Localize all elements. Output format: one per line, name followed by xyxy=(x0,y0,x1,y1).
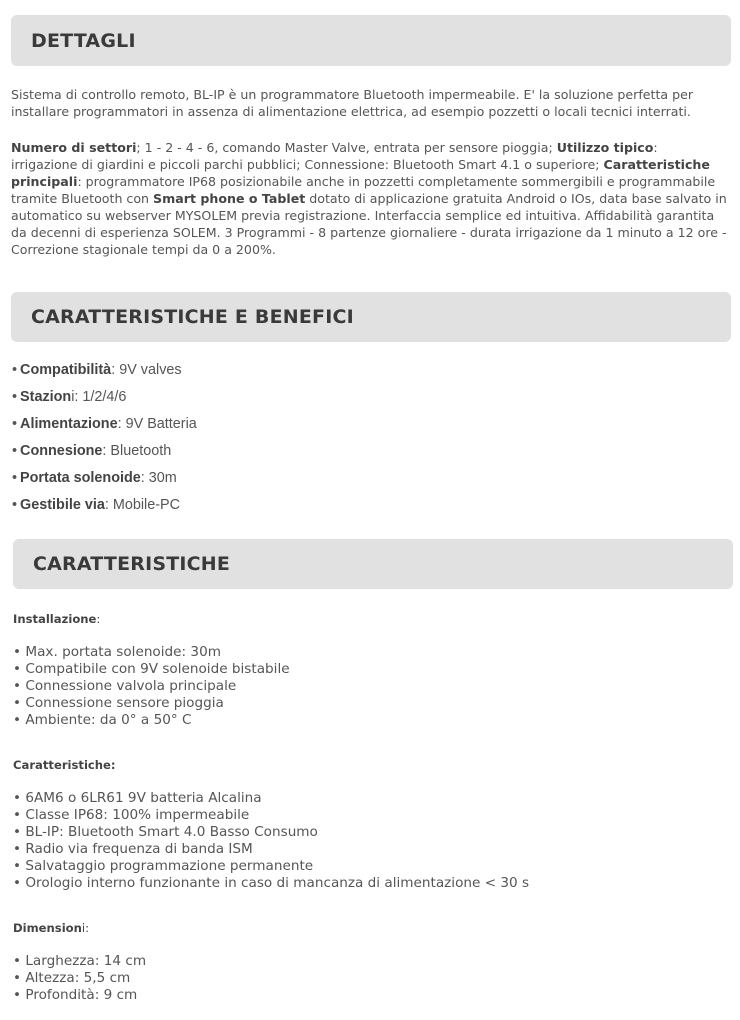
item-value: i: 1/2/4/6 xyxy=(71,389,127,405)
bullet-icon: • xyxy=(13,875,22,891)
list-item xyxy=(13,841,529,858)
subsection-title-installazione xyxy=(13,612,100,626)
caratteristiche-list xyxy=(13,790,529,892)
principali-label: Caratteristiche principali xyxy=(11,157,710,189)
settori-text: ; 1 - 2 - 4 - 6, comando Master Valve, entrata per sensore pioggia; xyxy=(136,140,557,155)
subsection-title-text: Caratteristiche xyxy=(13,758,111,772)
dimensioni-list xyxy=(13,953,146,1004)
intro-paragraph: Sistema di controllo remoto, BL-IP è un programmatore Bluetooth impermeabile. E' la soluzione perfetta per installare programmatori in assenza di alimentazione elettrica, ad esempio pozzetti o locali tecnici interrati. xyxy=(11,87,694,119)
subsection-title-caratteristiche xyxy=(13,758,116,772)
item-text: 6AM6 o 6LR61 9V batteria Alcalina xyxy=(25,790,262,806)
item-value: : 9V Batteria xyxy=(117,416,197,432)
bullet-icon: • xyxy=(13,644,22,660)
item-text: Salvataggio programmazione permanente xyxy=(25,858,314,874)
bullet-icon: • xyxy=(13,695,22,711)
item-text: Altezza: 5,5 cm xyxy=(25,970,131,986)
list-item xyxy=(13,858,529,875)
item-text: Profondità: 9 cm xyxy=(25,987,138,1003)
list-item xyxy=(13,987,146,1004)
bullet-icon: • xyxy=(13,712,22,728)
item-text: Connessione valvola principale xyxy=(25,678,237,694)
item-text: Larghezza: 14 cm xyxy=(25,953,147,969)
section-title-benefici: CARATTERISTICHE E BENEFICI xyxy=(31,306,354,328)
item-text: Compatibile con 9V solenoide bistabile xyxy=(25,661,290,677)
bullet-icon: • xyxy=(12,389,18,405)
bullet-icon: • xyxy=(13,841,22,857)
item-text: Classe IP68: 100% impermeabile xyxy=(25,807,250,823)
list-item xyxy=(13,712,290,729)
item-label: Alimentazione xyxy=(20,416,118,432)
item-value: : Mobile-PC xyxy=(104,497,181,513)
settori-label: Numero di settori xyxy=(11,140,137,155)
section-title-dettagli: DETTAGLI xyxy=(31,29,136,52)
principali-text: : programmatore IP68 posizionabile anche in pozzetti completamente sommergibili e programmabile tramite Bluetooth con xyxy=(11,174,716,206)
item-label: Connesione xyxy=(20,443,103,459)
bullet-icon: • xyxy=(13,970,22,986)
utilizzo-text: : irrigazione di giardini e piccoli parchi pubblici; Connessione: Bluetooth Smart 4.1 o superiore; xyxy=(11,140,658,172)
bullet-icon: • xyxy=(13,678,22,694)
item-value: : Bluetooth xyxy=(102,443,172,459)
bullet-icon: • xyxy=(13,858,22,874)
item-value: : 30m xyxy=(140,470,177,486)
list-item xyxy=(13,790,529,807)
item-value: : 9V valves xyxy=(111,362,182,378)
utilizzo-label: Utilizzo tipico xyxy=(556,140,654,155)
subsection-title-text: Installazione xyxy=(13,612,97,626)
list-item xyxy=(13,824,529,841)
section-header-caratteristiche xyxy=(13,539,733,589)
list-item xyxy=(13,953,146,970)
rest-text: dotato di applicazione gratuita Android o IOs, data base salvato in automatico su webserver MYSOLEM previa registrazione. Interfaccia semplice ed intuitiva. Affidabilità garantita da decenni di esperienza SOLEM. 3 Programmi - 8 partenze giornaliere - durata irrigazione da 1 minuto a 12 ore - Correzione stagionale tempi da 0 a 200%. xyxy=(11,191,727,257)
item-text: Orologio interno funzionante in caso di mancanza di alimentazione < 30 s xyxy=(25,875,530,891)
item-text: Ambiente: da 0° a 50° C xyxy=(25,712,192,728)
bullet-icon: • xyxy=(13,807,22,823)
list-item xyxy=(13,644,290,661)
section-header-benefici xyxy=(11,292,731,342)
bullet-icon: • xyxy=(13,661,22,677)
list-item xyxy=(12,387,197,414)
bullet-icon: • xyxy=(13,987,22,1003)
list-item xyxy=(13,661,290,678)
list-item xyxy=(13,970,146,987)
item-text: Max. portata solenoide: 30m xyxy=(25,644,221,660)
bullet-icon: • xyxy=(13,953,22,969)
bullet-icon: • xyxy=(12,470,18,486)
bullet-icon: • xyxy=(12,362,18,378)
item-text: BL-IP: Bluetooth Smart 4.0 Basso Consumo xyxy=(25,824,318,840)
list-item xyxy=(12,468,197,495)
list-item xyxy=(12,441,197,468)
bullet-icon: • xyxy=(12,497,18,513)
list-item xyxy=(13,807,529,824)
subsection-title-text: Dimension xyxy=(13,921,82,935)
bullet-icon: • xyxy=(12,443,18,459)
list-item xyxy=(13,875,529,892)
subsection-title-suffix: : xyxy=(96,612,101,626)
subsection-title-dimensioni xyxy=(13,921,89,935)
item-text: Connessione sensore pioggia xyxy=(25,695,224,711)
subsection-title-suffix: : xyxy=(110,758,116,772)
item-label: Stazion xyxy=(20,389,72,405)
section-header-dettagli xyxy=(11,15,731,66)
item-label: Portata solenoide xyxy=(20,470,141,486)
item-label: Gestibile via xyxy=(20,497,105,513)
benefici-list xyxy=(12,360,197,522)
list-item xyxy=(12,360,197,387)
bullet-icon: • xyxy=(13,790,22,806)
subsection-title-suffix: i: xyxy=(81,921,90,935)
item-text: Radio via frequenza di banda ISM xyxy=(25,841,253,857)
bullet-icon: • xyxy=(12,416,18,432)
item-label: Compatibilità xyxy=(20,362,112,378)
list-item xyxy=(13,678,290,695)
section-title-caratteristiche: CARATTERISTICHE xyxy=(33,553,231,575)
specs-paragraph xyxy=(11,139,727,258)
list-item xyxy=(12,495,197,522)
smart-label: Smart phone o Tablet xyxy=(153,191,306,206)
installazione-list xyxy=(13,644,290,729)
list-item xyxy=(12,414,197,441)
list-item xyxy=(13,695,290,712)
bullet-icon: • xyxy=(13,824,22,840)
